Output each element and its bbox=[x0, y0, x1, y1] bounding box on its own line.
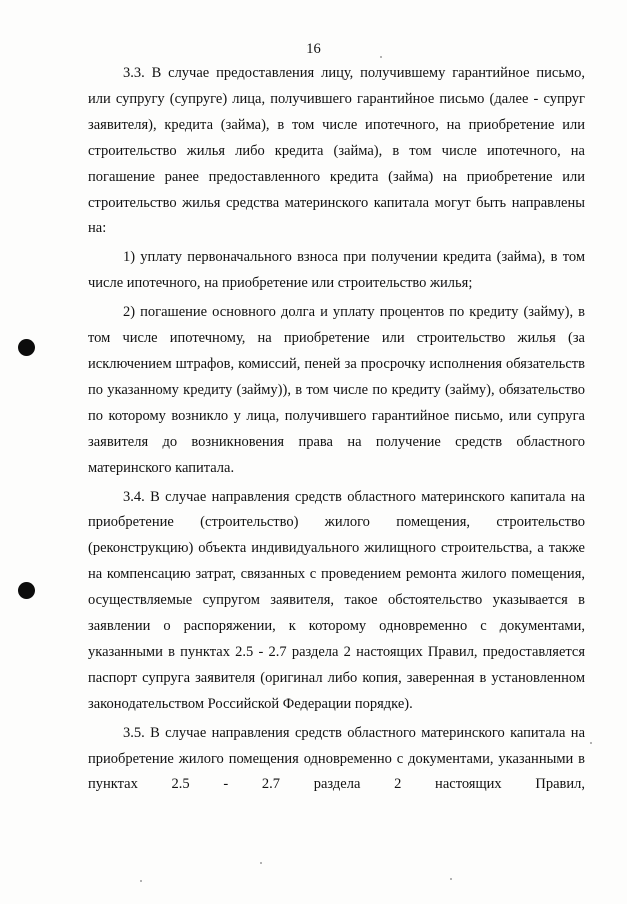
scan-speck bbox=[140, 880, 142, 882]
scan-speck bbox=[590, 742, 592, 744]
paragraph-3-3: 3.3. В случае предоставления лицу, получившему гарантийное письмо, или супругу (супруге) лица, получившего гарантийное письмо (далее - супруг заявителя), кредита (займа), в том числе ипотечного, на приобретение или строительство жилья либо кредита (займа), в том числе ипотечного, на погашение ранее предоставленного кредита (займа) на приобретение или строительство жилья средства материнского капитала могут быть направлены на: bbox=[88, 65, 585, 237]
paragraph-3-4: 3.4. В случае направления средств областного материнского капитала на приобретение (строительство) жилого помещения, строительство (реконструкцию) объекта индивидуального жилищного строительства, а также на компенсацию затрат, связанных с проведением ремонта жилого помещения, осуществляемые супругом заявителя, такое обстоятельство указывается в заявлении о распоряжении, к которому одновременно с документами, указанными в пунктах 2.5 - 2.7 раздела 2 настоящих Правил, предоставляется паспорт супруга заявителя (оригинал либо копия, заверенная в установленном законодательством Российской Федерации порядке). bbox=[88, 488, 585, 712]
scan-speck bbox=[450, 878, 452, 880]
document-body bbox=[88, 61, 585, 801]
page-number: 16 bbox=[306, 41, 321, 57]
paragraph-3-3-item-2: 2) погашение основного долга и уплату процентов по кредиту (займу), в том числе ипотечному, на приобретение или строительство жилья (за исключением штрафов, комиссий, пеней за просрочку исполнения обязательств по указанному кредиту (займу)), в том числе по кредиту (займу), обязательство по которому возникло у лица, получившего гарантийное письмо, или супруга заявителя до возникновения права на получение средств областного материнского капитала. bbox=[88, 304, 585, 476]
paragraph-3-3-item-1: 1) уплату первоначального взноса при получении кредита (займа), в том числе ипотечного, на приобретение или строительство жилья; bbox=[88, 249, 585, 292]
paragraph-3-5: 3.5. В случае направления средств областного материнского капитала на приобретение жилого помещения одновременно с документами, указанными в пунктах 2.5 - 2.7 раздела 2 настоящих Правил, bbox=[88, 724, 585, 793]
scan-speck bbox=[260, 862, 262, 864]
punch-hole-top bbox=[18, 339, 35, 356]
scan-speck bbox=[380, 56, 382, 58]
punch-hole-bottom bbox=[18, 582, 35, 599]
